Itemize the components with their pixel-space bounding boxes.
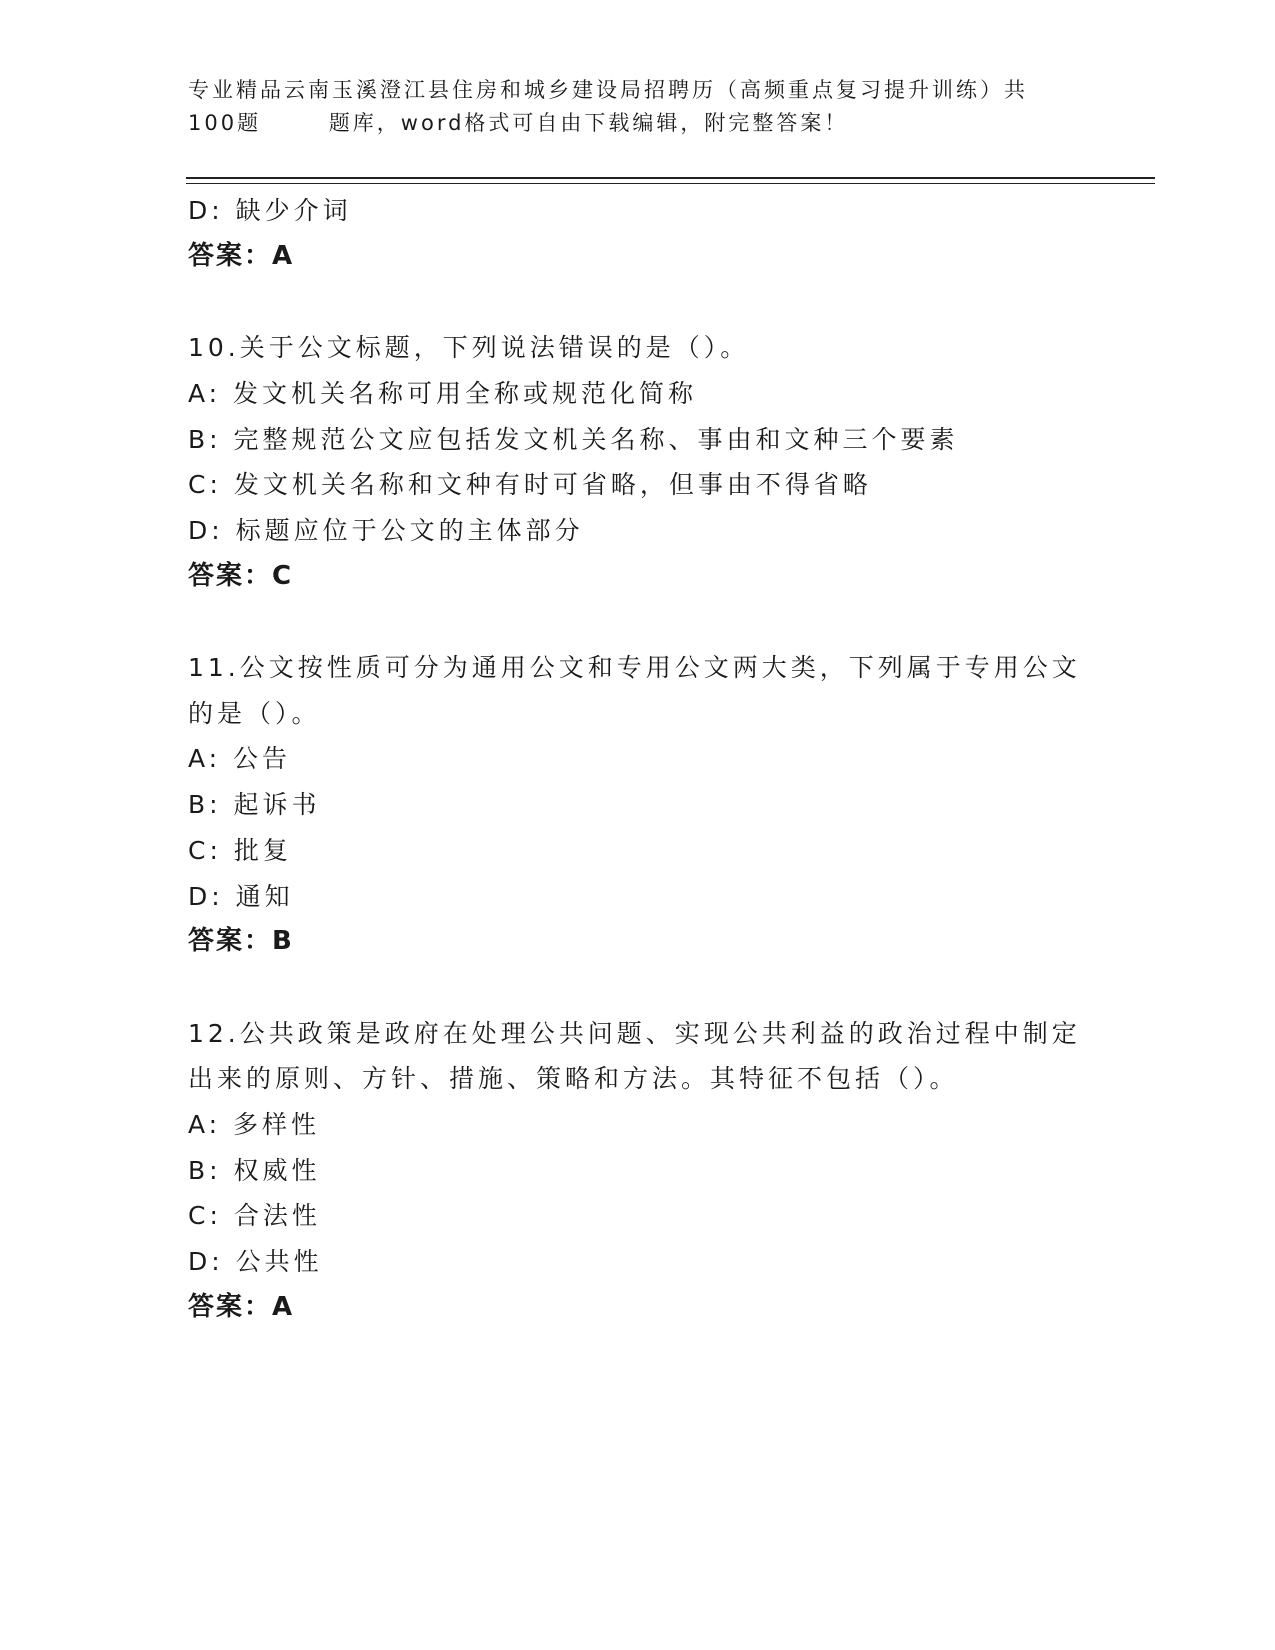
carryover-option-d: D: 缺少介词 <box>188 196 352 225</box>
option-d: D: 标题应位于公文的主体部分 <box>188 515 584 545</box>
question-stem-continued: 出来的原则、方针、措施、策略和方法。其特征不包括（）。 <box>188 1064 959 1094</box>
spacer <box>188 965 1088 1011</box>
option-b: B: 起诉书 <box>188 790 321 820</box>
spacer <box>188 599 1088 645</box>
question-block-10 <box>188 325 1088 599</box>
page-header <box>188 74 1088 140</box>
option-a: A: 公告 <box>188 744 292 774</box>
option-d: D: 公共性 <box>188 1247 323 1277</box>
question-stem: 10.关于公文标题，下列说法错误的是（）。 <box>188 333 750 363</box>
option-a: A: 多样性 <box>188 1110 321 1140</box>
option-a: A: 发文机关名称可用全称或规范化简称 <box>188 378 698 408</box>
header-divider-thick <box>186 177 1155 179</box>
answer: 答案：A <box>188 1291 295 1322</box>
answer: 答案：C <box>188 560 294 591</box>
question-stem: 11.公文按性质可分为通用公文和专用公文两大类，下列属于专用公文 <box>188 653 1081 682</box>
question-stem: 12.公共政策是政府在处理公共问题、实现公共利益的政治过程中制定 <box>188 1018 1081 1048</box>
option-c: C: 发文机关名称和文种有时可省略，但事由不得省略 <box>188 470 872 500</box>
option-d: D: 通知 <box>188 881 294 911</box>
header-divider-thin <box>186 183 1155 184</box>
question-block-11 <box>188 645 1088 965</box>
answer: 答案：B <box>188 926 294 957</box>
question-content <box>188 188 1088 1331</box>
option-c: C: 合法性 <box>188 1201 321 1231</box>
carryover-answer: 答案：A <box>188 240 295 271</box>
header-title-line-1: 专业精品云南玉溪澄江县住房和城乡建设局招聘历（高频重点复习提升训练）共 <box>188 78 1028 102</box>
header-title-line-2: 100题 题库，word格式可自由下载编辑，附完整答案！ <box>188 111 849 135</box>
spacer <box>188 279 1088 325</box>
option-b: B: 权威性 <box>188 1155 321 1185</box>
option-b: B: 完整规范公文应包括发文机关名称、事由和文种三个要素 <box>188 424 959 454</box>
option-c: C: 批复 <box>188 835 292 865</box>
question-block-12 <box>188 1011 1088 1331</box>
question-stem-continued: 的是（）。 <box>188 698 321 728</box>
